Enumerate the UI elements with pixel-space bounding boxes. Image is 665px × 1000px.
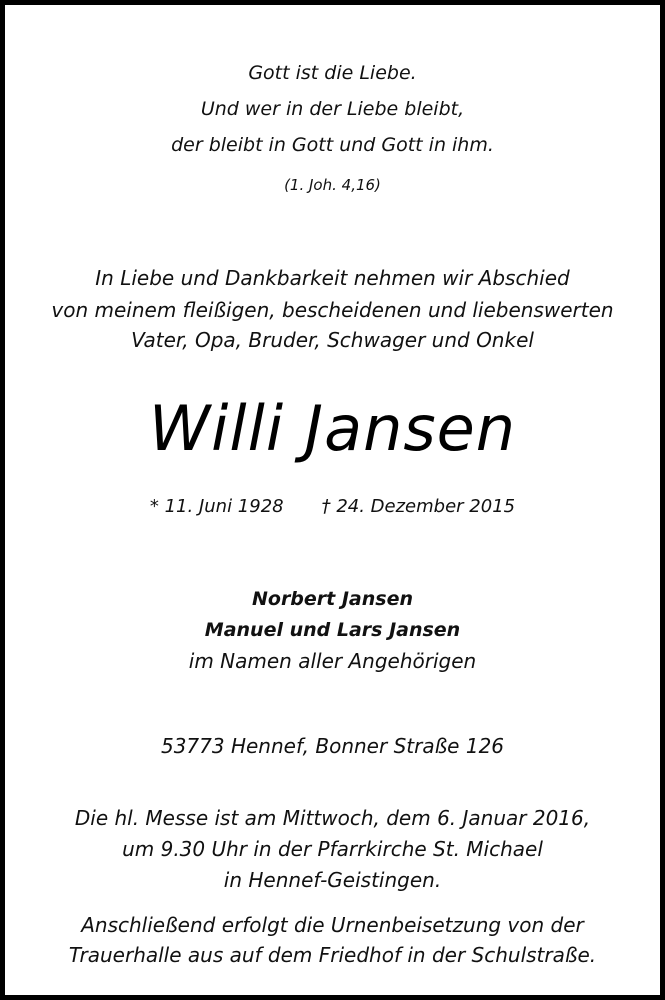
mass-line-2: um 9.30 Uhr in der Pfarrkirche St. Michael (122, 837, 543, 861)
mourner-line-1: Norbert Jansen (251, 588, 414, 610)
mass-line-3: in Hennef-Geistingen. (223, 868, 442, 892)
verse-line-3: der bleibt in Gott und Gott in ihm. (171, 134, 494, 156)
verse-line-2: Und wer in der Liebe bleibt, (200, 98, 465, 120)
burial-line-2: Trauerhalle aus auf dem Friedhof in der Schulstraße. (68, 943, 597, 967)
burial-line-1: Anschließend erfolgt die Urnenbeisetzung von der (81, 913, 584, 937)
verse-line-1: Gott ist die Liebe. (248, 62, 417, 84)
address: 53773 Hennef, Bonner Straße 126 (160, 734, 505, 758)
intro-line-1: In Liebe und Dankbarkeit nehmen wir Abschied (95, 266, 570, 290)
verse-reference: (1. Joh. 4,16) (284, 176, 381, 194)
mourner-line-2: Manuel und Lars Jansen (204, 619, 461, 641)
intro-line-2: von meinem fleißigen, bescheidenen und liebenswerten (51, 298, 614, 322)
birth-date: * 11. Juni 1928 (149, 496, 284, 517)
mourner-line-3: im Namen aller Angehörigen (188, 649, 477, 673)
deceased-name: Willi Jansen (148, 392, 517, 465)
life-dates (0, 496, 665, 517)
mass-line-1: Die hl. Messe ist am Mittwoch, dem 6. Januar 2016, (74, 806, 591, 830)
intro-line-3: Vater, Opa, Bruder, Schwager und Onkel (131, 328, 534, 352)
death-date: † 24. Dezember 2015 (321, 496, 516, 517)
